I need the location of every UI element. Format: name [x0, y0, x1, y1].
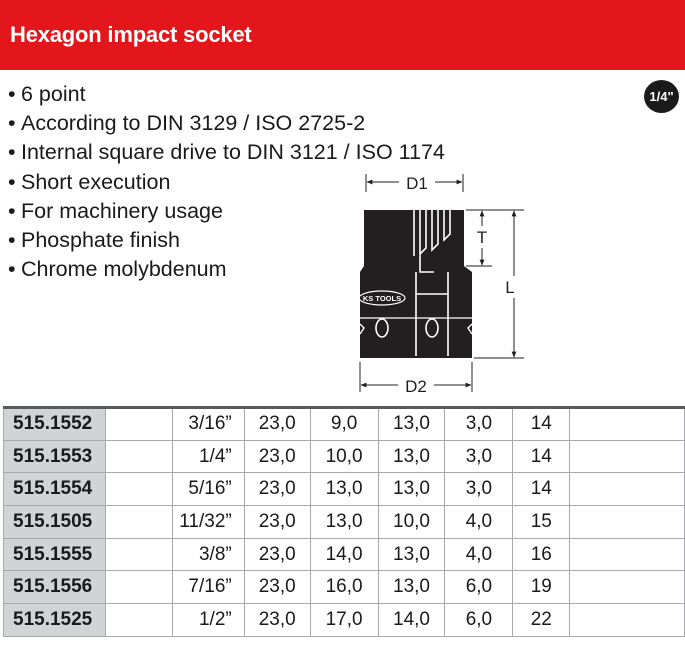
feature-text: 6 point [21, 82, 86, 106]
feature-item [8, 109, 445, 138]
empty-cell [105, 538, 172, 571]
bullet-icon: • [8, 169, 16, 194]
value-cell: 15 [513, 506, 570, 539]
empty-cell [570, 604, 685, 637]
value-cell: 6,0 [445, 604, 513, 637]
value-cell: 13,0 [310, 506, 378, 539]
value-cell: 14 [513, 408, 570, 441]
article-number: 515.1556 [4, 571, 106, 604]
article-number: 515.1552 [4, 408, 106, 441]
table-row [4, 440, 685, 473]
feature-text: Short execution [21, 169, 171, 194]
empty-cell [105, 473, 172, 506]
value-cell: 9,0 [310, 408, 378, 441]
value-cell: 6,0 [445, 571, 513, 604]
value-cell: 4,0 [445, 538, 513, 571]
drive-size-badge: 1/4" [644, 80, 679, 113]
feature-text: For machinery usage [21, 198, 223, 223]
article-number: 515.1554 [4, 473, 106, 506]
empty-cell [570, 571, 685, 604]
value-cell: 17,0 [310, 604, 378, 637]
feature-item [8, 80, 445, 109]
size-cell: 1/2” [172, 604, 244, 637]
value-cell: 16 [513, 538, 570, 571]
value-cell: 4,0 [445, 506, 513, 539]
value-cell: 23,0 [244, 604, 310, 637]
size-cell: 7/16” [172, 571, 244, 604]
size-cell: 11/32” [172, 506, 244, 539]
article-number: 515.1525 [4, 604, 106, 637]
empty-cell [570, 538, 685, 571]
value-cell: 3,0 [445, 440, 513, 473]
value-cell: 10,0 [310, 440, 378, 473]
feature-text: Internal square drive to DIN 3121 / ISO 1174 [21, 140, 445, 165]
value-cell: 14,0 [378, 604, 445, 637]
table-row [4, 408, 685, 441]
feature-item [8, 138, 445, 167]
value-cell: 13,0 [378, 440, 445, 473]
empty-cell [570, 506, 685, 539]
empty-cell [105, 604, 172, 637]
bullet-icon: • [8, 198, 16, 223]
bullet-icon: • [8, 257, 16, 282]
value-cell: 14 [513, 440, 570, 473]
value-cell: 14 [513, 473, 570, 506]
empty-cell [570, 440, 685, 473]
value-cell: 23,0 [244, 408, 310, 441]
empty-cell [105, 571, 172, 604]
empty-cell [105, 408, 172, 441]
feature-text: Chrome molybdenum [21, 257, 227, 282]
bullet-icon: • [8, 82, 16, 106]
article-number: 515.1555 [4, 538, 106, 571]
value-cell: 23,0 [244, 571, 310, 604]
bullet-icon: • [8, 228, 16, 253]
value-cell: 13,0 [378, 571, 445, 604]
bullet-icon: • [8, 111, 16, 136]
article-number: 515.1505 [4, 506, 106, 539]
d2-label: D2 [405, 377, 427, 396]
logo-text: KS TOOLS [362, 294, 402, 303]
table-row [4, 473, 685, 506]
socket-drawing [340, 168, 530, 400]
value-cell: 16,0 [310, 571, 378, 604]
value-cell: 13,0 [310, 473, 378, 506]
table-row [4, 538, 685, 571]
value-cell: 13,0 [378, 538, 445, 571]
value-cell: 23,0 [244, 473, 310, 506]
spec-table [3, 406, 685, 637]
empty-cell [105, 506, 172, 539]
table-row [4, 506, 685, 539]
size-cell: 3/8” [172, 538, 244, 571]
table-row [4, 604, 685, 637]
value-cell: 14,0 [310, 538, 378, 571]
size-cell: 1/4” [172, 440, 244, 473]
l-label: L [505, 278, 515, 297]
value-cell: 22 [513, 604, 570, 637]
empty-cell [105, 440, 172, 473]
empty-cell [570, 408, 685, 441]
value-cell: 23,0 [244, 506, 310, 539]
title-banner [0, 0, 685, 70]
d1-label: D1 [406, 174, 428, 193]
value-cell: 23,0 [244, 440, 310, 473]
value-cell: 23,0 [244, 538, 310, 571]
table-row [4, 571, 685, 604]
feature-text: According to DIN 3129 / ISO 2725-2 [21, 111, 366, 136]
value-cell: 10,0 [378, 506, 445, 539]
value-cell: 3,0 [445, 408, 513, 441]
value-cell: 3,0 [445, 473, 513, 506]
size-cell: 3/16” [172, 408, 244, 441]
value-cell: 19 [513, 571, 570, 604]
size-cell: 5/16” [172, 473, 244, 506]
empty-cell [570, 473, 685, 506]
t-label: T [476, 228, 488, 247]
value-cell: 13,0 [378, 473, 445, 506]
feature-text: Phosphate finish [21, 228, 180, 253]
article-number: 515.1553 [4, 440, 106, 473]
page-title: Hexagon impact socket [10, 22, 252, 47]
bullet-icon: • [8, 140, 16, 165]
value-cell: 13,0 [378, 408, 445, 441]
